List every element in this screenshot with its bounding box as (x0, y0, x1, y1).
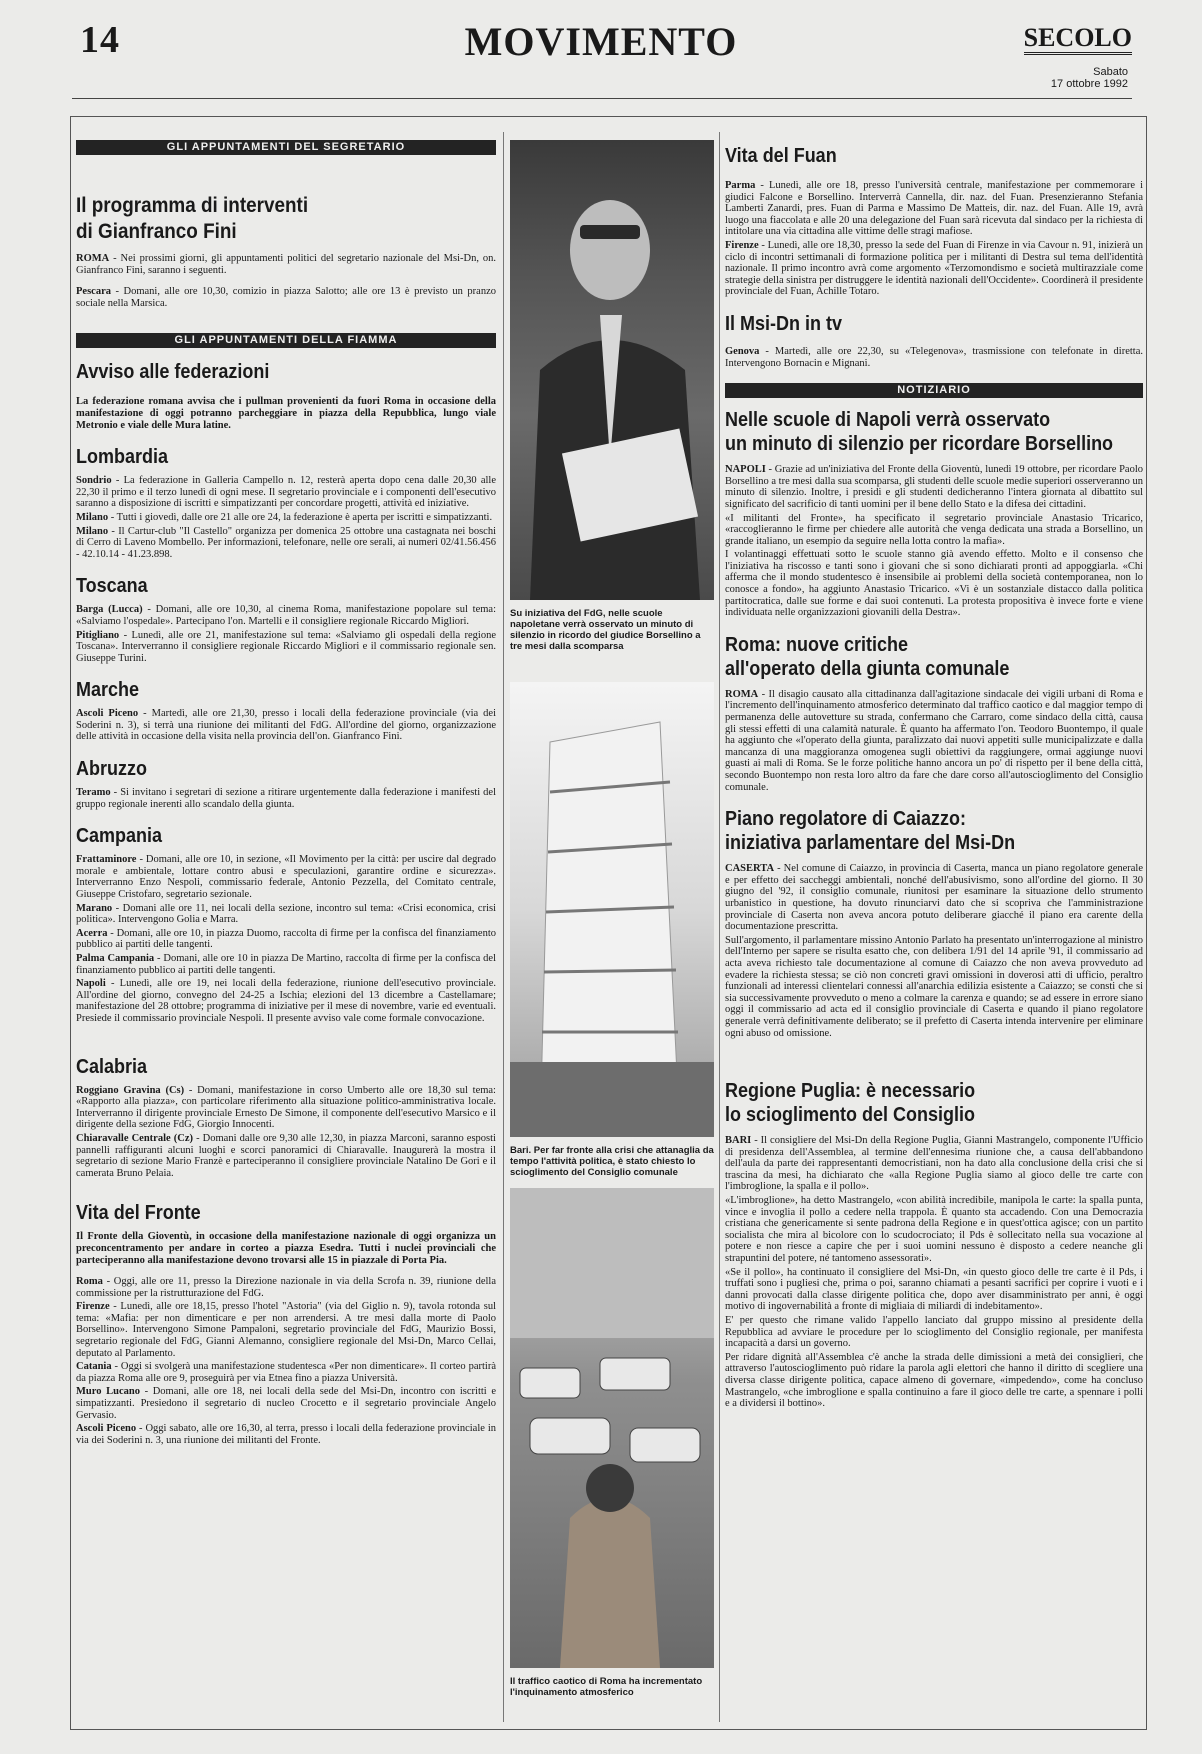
paragraph-text: - Domani, alle ore 10,30, al cinema Roma, manifestazione popolare sul tema: «Salviamo l'ospedale». Partecipano l'on. Martelli e il consigliere regionale Riccardo Migliori. (76, 604, 496, 627)
paragraph-text: «Se il pollo», ha continuato il consigliere del Msi-Dn, «in questo gioco delle tre carte è il Pds, i truffati sono i pugliesi che, prima o poi, saranno chiamati a pesanti sacrifici per coprire i vuoti e i danni provocati dalla classe dirigente politica che, dopo aver disamministrato per anni, è oggi motivo di ingovernabilità a fronte di migliaia di miliardi di indebitamento». (725, 1266, 1143, 1313)
column-divider (503, 132, 504, 1722)
region-list-abruzzo (76, 787, 496, 810)
article-paragraph (76, 1133, 496, 1179)
paragraph-text: - Si invitano i segretari di sezione a ritirare urgentemente dalla federazione i manifesti del gruppo regionale inerenti allo scandalo della giunta. (76, 787, 496, 810)
building-illustration (510, 682, 714, 1137)
region-list-lombardia (76, 475, 496, 560)
place-name: ROMA (725, 688, 759, 700)
place-name: Ascoli Piceno (76, 708, 139, 720)
paragraph-text: - Il disagio causato alla cittadinanza dall'agitazione sindacale dei vigili urbani di Roma e l'incremento dell'inquinamento atmosferico determinato dal traffico caotico e dal maggior tempo di permanenza delle autovetture su strada, confermano che Carraro, come sindaco della città, causa gli stessi effetti di una calamità naturale. È quanto ha affermato l'on. Teodoro Buontempo, il quale ha aggiunto che «l'operato della giunta, paralizzato dai nuovi appetiti sulle municipalizzate e dalla mancanza di una maggioranza omogenea sugli obiettivi da raggiungere, ormai aggiunge nuovi guasti ai mali di Roma. Se le forze politiche hanno ancora un po' di rispetto per il bene della città, secondo Buontempo non resta loro altro da fare che dare corso all'autoscioglimento del Consiglio comunale. (725, 688, 1143, 793)
fronte-intro: Il Fronte della Gioventù, in occasione della manifestazione nazionale di oggi organizza un preconcentramento per andare in corteo a piazza Esedra. Tutti i nuclei provinciali che parteciperanno alla manifestazione devono trovarsi alle 15 in piazzale di Porta Pia. (76, 1231, 496, 1266)
place-name: BARI (725, 1135, 752, 1147)
paragraph-text: - Domani dalle ore 9,30 alle 12,30, in piazza Marconi, saranno esposti pannelli raffiguranti alcuni luoghi e scorci panoramici di Chiaravalle. Inaugurerà la mostra il segretario di sezione Mario Franzè e parteciperanno il consigliere provinciale Natalino De Gori e il camerata Bruno Pelaia. (76, 1132, 496, 1179)
article-paragraph (76, 526, 496, 561)
article-paragraph (725, 1195, 1143, 1265)
article-paragraph (76, 787, 496, 810)
paragraph-text: - Domani, alle ore 10, in sezione, «Il Movimento per la città: per uscire dal degrado morale e ambientale, lottare contro abusi e speculazioni, garantire ordine e sicurezza». Interverranno Enzo Nespoli, commissario federale, Antonio Pezzella, del Comitato centrale, Giuseppe Cristofaro, segretario sezionale. (76, 854, 496, 901)
headline-vita-fronte: Vita del Fronte (76, 1202, 201, 1225)
issue-day: Sabato (1093, 66, 1128, 78)
headline-napoli-2: un minuto di silenzio per ricordare Borsellino (725, 433, 1114, 456)
paragraph-text: I volantinaggi effettuati sotto le scuole stanno già avendo effetto. Molto e il consenso che l'iniziativa ha riscosso e tanti sono i giovani che si sono dichiarati pronti ad appoggiarla. «Chi afferma che il mondo studentesco è insensibile ai problemi della società contemporanea, non lo conosce a fondo», ha aggiunto Anastasio Tricarico. «Vi è un sostanziale distacco dalla politica partitocratica, dalle sue forme e dai suoi contenuti. La protesta propositiva è invece forte e viene individuata nelle organizzazioni giovanili della Destra». (725, 549, 1143, 619)
masthead-rule (72, 98, 1132, 99)
article-caiazzo (725, 863, 1143, 1039)
article-paragraph (725, 1315, 1143, 1350)
portrait-photo (510, 140, 714, 600)
headline-roma-2: all'operato della giunta comunale (725, 657, 1010, 680)
article-paragraph (76, 512, 496, 524)
paragraph-text: - Lunedì, alle ore 18,15, presso l'hotel "Astoria" (via del Giglio n. 9), tavola rotonda sul tema: «Mafia: per non dimenticare e per non arrendersi. A tre mesi dalla morte di Paolo Borsellino». Intervengono Simone Pampaloni, segretario provinciale del FdG, Maurizio Bossi, segretario regionale del FdG, Gianni Alemanno, consigliere regionale del Msi-Dn, Marco Cellai, deputato al Parlamento. (76, 1301, 496, 1359)
paragraph-text: - Domani, manifestazione in corso Umberto alle ore 18,30 sul tema: «Rapporto alla piazza», con particolare riferimento alla situazione politico-amministrativa locale. Interverranno il dirigente provinciale Ernesto De Simone, il componente dell'esecutivo Marsico e il dirigente della sezione FdG, Giorgio Innocenti. (76, 1084, 496, 1131)
article-paragraph (76, 1423, 496, 1446)
article-paragraph (725, 935, 1143, 1039)
newspaper-logo: SECOLO (1024, 24, 1132, 55)
place-name: Frattaminore (76, 854, 137, 866)
place-name: Acerra (76, 927, 108, 939)
article-paragraph (725, 1352, 1143, 1410)
place-name: Catania (76, 1361, 112, 1373)
section-title: MOVIMENTO (464, 19, 738, 64)
headline-puglia-1: Regione Puglia: è necessario (725, 1080, 976, 1103)
headline-puglia-2: lo scioglimento del Consiglio (725, 1104, 976, 1127)
place-name: Milano (76, 525, 109, 537)
column-divider (719, 132, 720, 1722)
paragraph-text: - Tutti i giovedì, dalle ore 21 alle ore 24, la federazione è aperta per iscritti e simpatizzanti. (108, 511, 493, 523)
article-paragraph (725, 1267, 1143, 1313)
headline-vita-fuan: Vita del Fuan (725, 145, 837, 167)
article-paragraph (76, 1276, 496, 1299)
article-paragraph (76, 1386, 496, 1421)
place-name: NAPOLI (725, 464, 766, 476)
paragraph-text: - La federazione in Galleria Campello n. 12, resterà aperta dopo cena dalle 20,30 alle 22,30 il primo e il terzo lunedì di ogni mese. Il segretario provinciale e i componenti dell'esecutivo saranno a disposizione di iscritti e simpatizzanti per concordare progetti, attività ed iniziative. (76, 475, 496, 510)
paragraph-text: - Lunedì, alle ore 18,30, presso la sede del Fuan di Firenze in via Cavour n. 91, inizierà un ciclo di incontri settimanali di formazione politica per i militanti di Destra sul tema dell'identità nazionale. Il primo incontro avrà come argomento «Terzomondismo e società multirazziale come strategie della sinistra per distruggere le identità nazionali dell'Occidente». Coordinerà il presidente provinciale del Fuan, Achille Totaro. (725, 239, 1143, 298)
article-paragraph (725, 1135, 1143, 1193)
article-paragraph: Genova - Martedì, alle ore 22,30, su «Telegenova», trasmissione con telefonate in diretta. Intervengono Bornacin e Mignani. (725, 345, 1143, 369)
article-paragraph (725, 240, 1143, 298)
article-paragraph (76, 630, 496, 665)
region-heading-abruzzo: Abruzzo (76, 758, 148, 781)
headline-msi-tv: Il Msi-Dn in tv (725, 312, 842, 335)
article-paragraph: Pescara - Domani, alle ore 10,30, comizio in piazza Salotto; alle ore 13 è previsto un pranzo sociale nella Marsica. (76, 286, 496, 309)
article-paragraph (725, 689, 1143, 793)
place-name: Barga (Lucca) (76, 604, 143, 616)
left-column (76, 140, 496, 1720)
paragraph-text: - Il consigliere del Msi-Dn della Regione Puglia, Gianni Mastrangelo, componente l'Ufficio di presidenza dell'Assemblea, al termine dell'ennesima riunione che, a causa dell'abbandono dell'aula da parte dei rappresentanti democristiani, non ha dato alla conclusione della crisi che si trascina da mesi, ha dichiarato che «alla Regione Puglia siamo al gioco delle tre carte con l'imbroglione, la spalla e il pollo». (725, 1135, 1143, 1193)
paragraph-text: - Martedì, alle ore 21,30, presso i locali della federazione provinciale (via dei Soderini n. 3), si terrà una riunione dei militanti del FdG. All'ordine del giorno, organizzazione delle attività in occasione della visita nella provincia dell'on. Gianfranco Fini. (76, 708, 496, 743)
right-column (725, 140, 1143, 1720)
place-name: Roggiano Gravina (Cs) (76, 1084, 185, 1096)
region-list-toscana (76, 604, 496, 664)
fuan-list (725, 180, 1143, 298)
article-paragraph (76, 928, 496, 951)
article-paragraph (76, 978, 496, 1024)
page-number: 14 (80, 19, 120, 61)
section-bar-fiamma: GLI APPUNTAMENTI DELLA FIAMMA (76, 333, 496, 348)
headline-caiazzo-2: iniziativa parlamentare del Msi-Dn (725, 832, 1016, 855)
photo-caption-1: Su iniziativa del FdG, nelle scuole napoletane verrà osservato un minuto di silenzio in ricordo del giudice Borsellino a tre mesi dalla scomparsa (510, 608, 701, 652)
traffic-illustration (510, 1188, 714, 1668)
paragraph-text: - Nel comune di Caiazzo, in provincia di Caserta, manca un piano regolatore generale e per effetto dei saccheggi ambientali, nonché dell'abusivismo, sono all'ordine del giorno. Il 30 giugno del '92, il consiglio comunale, riunitosi per esaminare la situazione dello strumento urbanistico in questione, ha dovuto rinunciarvi dato che si scopriva che l'amministrazione provinciale di Caserta non aveva ancora potuto deliberare giacché il piano era carente della documentazione prescritta. (725, 863, 1143, 933)
headline-programma-1: Il programma di interventi (76, 194, 309, 217)
photo-caption-2: Bari. Per far fronte alla crisi che attanaglia da tempo l'attività politica, è stato chiesto lo scioglimento del Consiglio comunale (510, 1145, 714, 1178)
article-puglia (725, 1135, 1143, 1410)
headline-caiazzo-1: Piano regolatore di Caiazzo: (725, 808, 967, 831)
article-paragraph: ROMA - Nei prossimi giorni, gli appuntamenti politici del segretario nazionale del Msi-Dn, on. Gianfranco Fini, saranno i seguenti. (76, 253, 496, 276)
article-paragraph (76, 708, 496, 743)
paragraph-text: - Lunedì, alle ore 18, presso l'università centrale, manifestazione per commemorare i giudici Falcone e Borsellino. Interverrà Cannella, dir. naz. del Fuan. Presenzieranno Stefania Lamberti Zanardi, pres. Fuan di Parma e Massimo De Matteis, dir. naz. del Fuan. Alle 19, avrà luogo una fiaccolata e alle 20 una delegazione del Fuan sarà ricevuta dal sindaco per la richiesta di intitolare una via cittadina alle vittime delle stragi mafiose. (725, 180, 1143, 238)
article-paragraph (76, 1085, 496, 1131)
issue-date-text: 17 ottobre 1992 (1050, 78, 1128, 90)
article-paragraph (725, 549, 1143, 619)
headline-napoli-1: Nelle scuole di Napoli verrà osservato (725, 409, 1051, 432)
headline-avviso: Avviso alle federazioni (76, 361, 270, 384)
region-list-campania (76, 854, 496, 1024)
place-name: CASERTA (725, 863, 775, 875)
place-name: Milano (76, 511, 109, 523)
paragraph-text: - Domani, alle ore 18, nei locali della sede del Msi-Dn, incontro con iscritti e simpatizzanti. Presiedono il segretario di nucleo Crocetto e il segretario provinciale Angelo Gervasio. (76, 1386, 496, 1421)
traffic-photo (510, 1188, 714, 1668)
article-paragraph (76, 475, 496, 510)
place-name: Sondrio (76, 475, 112, 487)
place-name: Roma (76, 1276, 103, 1288)
region-heading-toscana: Toscana (76, 575, 148, 598)
paragraph-text: Per ridare dignità all'Assemblea c'è anche la strada delle dimissioni a metà dei consiglieri, che attraverso l'autoscioglimento può ridare la parola agli elettori che hanno il diritto di scegliere una diversa classe dirigente politica, capace almeno di governare, «impedendo», come ha concluso Mastrangelo, «che imbroglione e spalla continuino a fare il gioco delle tre carte, a spennare i polli e a dividersi il bottino». (725, 1351, 1143, 1410)
article-paragraph (725, 180, 1143, 238)
article-napoli (725, 464, 1143, 619)
article-paragraph (76, 903, 496, 926)
building-photo (510, 682, 714, 1137)
paragraph-text: - Domani, alle ore 10, in piazza Duomo, raccolta di firme per la confisca del finanziamento pubblico ai partiti delle tangenti. (76, 927, 496, 951)
paragraph-text: - Oggi, alle ore 11, presso la Direzione nazionale in via della Scrofa n. 39, riunione della commissione per la ristrutturazione del FdG. (76, 1276, 496, 1299)
place-name: Palma Campania (76, 953, 155, 964)
region-list-calabria (76, 1085, 496, 1180)
region-heading-campania: Campania (76, 825, 163, 848)
paragraph-text: - Grazie ad un'iniziativa del Fronte della Gioventù, lunedì 19 ottobre, per ricordare Paolo Borsellino a tre mesi dalla sua scomparsa, gli studenti delle scuole medie superiori osserveranno un minuto di silenzio. Inoltre, i presidi e gli studenti dedicheranno l'intera giornata al dibattito sul significato del sacrificio di tanti uomini per il bene dello Stato e la difesa dei cittadini. (725, 464, 1143, 510)
article-paragraph (725, 513, 1143, 548)
paragraph-text: - Il Cartur-club "Il Castello" organizza per domenica 25 ottobre una castagnata nei boschi di Cerro di Laveno Mombello. Per informazioni, telefonare, nelle ore serali, ai numeri 02/41.56.456 - 42.10.14 - 41.23.898. (76, 525, 496, 560)
region-heading-marche: Marche (76, 679, 140, 702)
section-bar-segretario: GLI APPUNTAMENTI DEL SEGRETARIO (76, 140, 496, 155)
section-bar-notiziario: NOTIZIARIO (725, 383, 1143, 398)
article-paragraph (76, 1361, 496, 1384)
article-roma (725, 689, 1143, 793)
place-name: Teramo (76, 787, 111, 799)
paragraph-text: E' per questo che rimane valido l'appello lanciato dal gruppo missino al presidente della Repubblica ad avviare le procedure per lo scioglimento del Consiglio regionale, per manifesta incapacità a darsi un governo. (725, 1315, 1143, 1350)
place-name: Napoli (76, 978, 106, 990)
paragraph-text: - Lunedì, alle ore 21, manifestazione sul tema: «Salviamo gli ospedali della regione Toscana». Interverranno il consigliere regionale Riccardo Migliori e il commissario regionale sen. Giuseppe Turini. (76, 629, 496, 664)
place-name: Firenze (725, 239, 759, 251)
article-paragraph (725, 863, 1143, 933)
place-name: Chiaravalle Centrale (Cz) (76, 1132, 193, 1144)
article-paragraph: La federazione romana avvisa che i pullman provenienti da fuori Roma in occasione della manifestazione di oggi potranno parcheggiare in piazza della Repubblica, lungo viale Metronio e viale delle Mura latine. (76, 396, 496, 431)
place-name: Pitigliano (76, 629, 120, 641)
paragraph-text: - Oggi si svolgerà una manifestazione studentesca «Per non dimenticare». Il corteo partirà da piazza Roma alle ore 9, proseguirà per via Etnea fino a piazza Università. (76, 1361, 496, 1384)
issue-date (1051, 66, 1128, 90)
paragraph-text: Sull'argomento, il parlamentare missino Antonio Parlato ha presentato un'interrogazione al ministro dell'Interno per sapere se risulta esatto che, con delibera 1/91 del 14 aprile '91, il commissario ad acta aveva richiesto tale documentazione al comune di Caiazzo che non aveva provveduto ad evadere la richiesta stessa; se ciò non concreti gravi omissioni in doverosi atti di ufficio, peraltro funzionali ad interessi clientelari connessi all'anarchia edilizia esistente a Caiazzo; se consti che si sia successivamente provveduto o meno a colmare la carenza e quando; se ad essere in errore siano oggi il commissario ad acta ed il consiglio provinciale di Caserta e quando il piano regolatore generale verrà definitivamente deliberato; se il prefetto di Caserta intenda intervenire per eliminare ogni abuso od omissione. (725, 934, 1143, 1039)
article-paragraph (76, 604, 496, 627)
paragraph-text: - Oggi sabato, alle ore 16,30, al terra, presso i locali della federazione provinciale in via dei Soderini n. 3, una riunione dei militanti del Fronte. (76, 1423, 496, 1446)
article-paragraph (76, 854, 496, 900)
paragraph-text: - Domani, alle ore 10 in piazza De Martino, raccolta di firme per la confisca del finanziamento pubblico ai partiti delle tangenti. (76, 953, 496, 976)
place-name: Muro Lucano (76, 1386, 140, 1398)
headline-programma-2: di Gianfranco Fini (76, 220, 237, 243)
place-name: Marano (76, 902, 113, 914)
place-name: Ascoli Piceno (76, 1423, 137, 1435)
article-paragraph (725, 464, 1143, 510)
paragraph-text: «I militanti del Fronte», ha specificato il segretario provinciale Anastasio Tricarico, «raccoglieranno le firme per chiedere alle autorità che venga dedicata una strada a Borsellino, un grande italiano, un esempio da seguire nella lotta contro la mafia». (725, 512, 1143, 547)
place-name: Firenze (76, 1301, 110, 1313)
paragraph-text: - Domani alle ore 11, nei locali della sezione, incontro sul tema: «Crisi economica, crisi politica». Intervengono Golia e Marra. (76, 902, 496, 926)
photo-column (510, 140, 714, 1720)
place-name: Parma (725, 180, 756, 191)
paragraph-text: - Lunedì, alle ore 19, nei locali della federazione, riunione dell'esecutivo provinciale. All'ordine del giorno, convegno del 24-25 a Ischia; elezioni del 13 dicembre a Castellamare; manifestazione del 28 ottobre; programma di iniziative per il mese di novembre, varie ed eventuali. Presiede il commissario provinciale Nespoli. Il presente avviso vale come formale convocazione. (76, 978, 496, 1024)
paragraph-text: «L'imbroglione», ha detto Mastrangelo, «con abilità incredibile, manipola le carte: la spalla punta, vince e invoglia il pollo a cedere nella trappola. È quanto sta accadendo. Con una Democrazia cristiana che genericamente si sente padrona della Regione e in quest'ottica agisce; con un partito socialista che mira al bicolore con lo scudocrociato; il Pds è sollecitato nella sua vocazione al potere e non riesce a capire che per i suoi uomini nessuno è disposto a cedere neanche gli strapuntini del potere, né tantomeno assessorati». (725, 1195, 1143, 1265)
fronte-list (76, 1276, 496, 1446)
headline-roma-1: Roma: nuove critiche (725, 633, 909, 656)
photo-caption-3: Il traffico caotico di Roma ha incrementato l'inquinamento atmosferico (510, 1676, 703, 1698)
region-heading-calabria: Calabria (76, 1055, 148, 1078)
portrait-illustration (510, 140, 714, 600)
region-list-marche (76, 708, 496, 743)
region-heading-lombardia: Lombardia (76, 446, 169, 469)
article-paragraph (76, 953, 496, 976)
article-paragraph (76, 1301, 496, 1359)
